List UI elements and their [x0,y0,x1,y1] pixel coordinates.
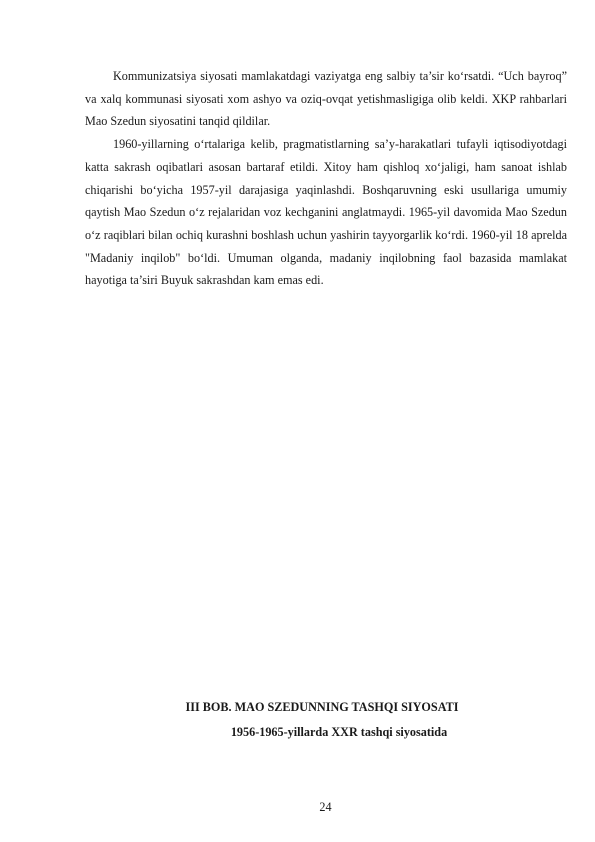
section-title [85,724,567,740]
page-number [0,799,595,815]
paragraph-1: Kommunizatsiya siyosati mamlakatdagi vaziyatga eng salbiy ta’sir ko‘rsatdi. “Uch bayroq” va xalq kommunasi siyosati xom ashyo va oziq-ovqat yetishmasligiga olib keldi. XKP rahbarlari Mao Szedun siyosatini tanqid qildilar. [85,69,567,129]
chapter-title-text: III BOB. MAO SZEDUNNING TASHQI SIYOSATI [185,700,459,714]
chapter-title [85,699,567,715]
section-title-text: 1956-1965-yillarda XXR tashqi siyosatida [230,725,448,739]
page-number-text: 24 [319,800,332,814]
body-text [85,65,567,292]
paragraph-2: 1960-yillarning o‘rtalariga kelib, pragmatistlarning sa’y-harakatlari tufayli iqtisodiyotdagi katta sakrash oqibatlari asosan bartaraf etildi. Xitoy ham qishloq xo‘jaligi, ham sanoat ishlab chiqarishi bo‘yicha 1957-yil darajasiga yaqinlashdi. Boshqaruvning eski usullariga umumiy qaytish Mao Szedun o‘z rejalaridan voz kechganini anglatmaydi. 1965-yil davomida Mao Szedun o‘z raqiblari bilan ochiq kurashni boshlash uchun yashirin tayyorgarlik ko‘rdi. 1960-yil 18 aprelda "Madaniy inqilob" bo‘ldi. Umuman olganda, madaniy inqilobning faol bazasida mamlakat hayotiga ta’siri Buyuk sakrashdan kam emas edi. [85,137,567,288]
